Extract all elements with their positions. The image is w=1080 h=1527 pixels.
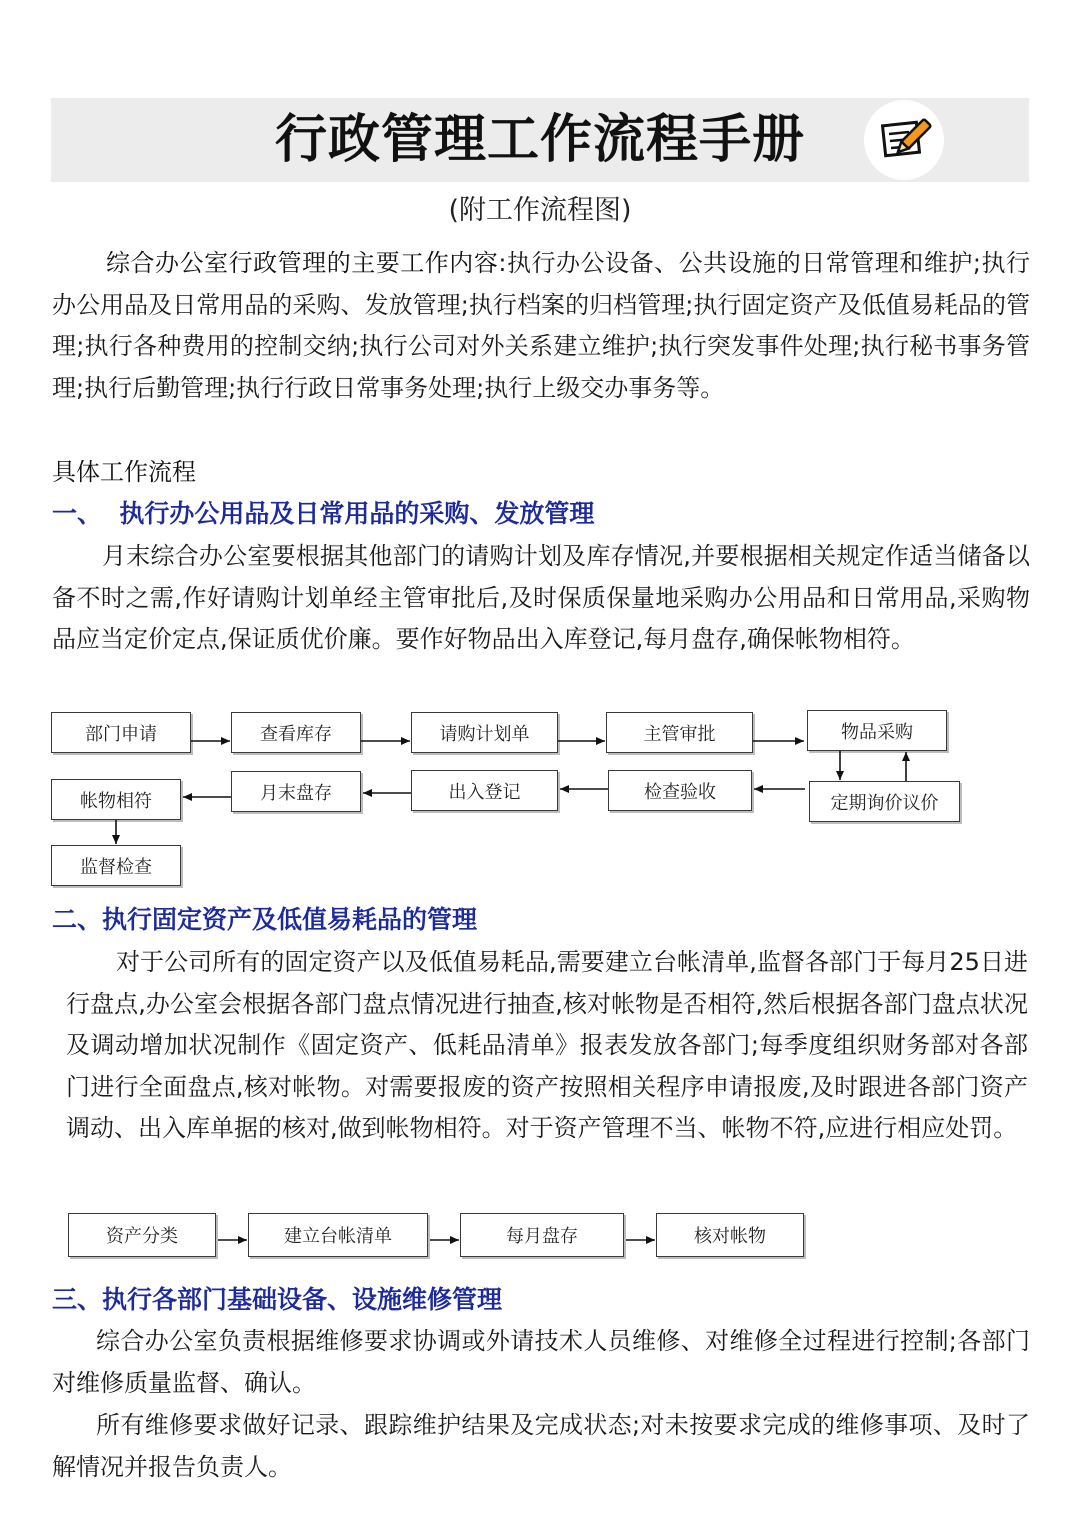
flow-heading: 具体工作流程 <box>52 458 196 486</box>
section-2-paragraph: 对于公司所有的固定资产以及低值易耗品,需要建立台帐清单,监督各部门于每月25日进行盘点,办公室会根据各部门盘点情况进行抽查,核对帐物是否相符,然后根据各部门盘点状况及调动增加状况制作《固定资产、低耗品清单》报表发放各部门;每季度组织财务部对各部门进行全面盘点,核对帐物。对需要报废的资产按照相关程序申请报废,及时跟进各部门资产调动、出入库单据的核对,做到帐物相符。对于资产管理不当、帐物不符,应进行相应处罚。 <box>66 948 1028 1142</box>
section-1-paragraph: 月末综合办公室要根据其他部门的请购计划及库存情况,并要根据相关规定作适当储备以备不时之需,作好请购计划单经主管审批后,及时保质保量地采购办公用品和日常用品,采购物品应当定价定点,保证质优价廉。要作好物品出入库登记,每月盘存,确保帐物相符。 <box>52 542 1030 653</box>
section-3-paragraph-2: 所有维修要求做好记录、跟踪维护结果及完成状态;对未按要求完成的维修事项、及时了解情况并报告负责人。 <box>52 1411 1030 1481</box>
subtitle: (附工作流程图) <box>448 195 632 226</box>
flow-box-inspection: 检查验收 <box>608 770 752 811</box>
flow-box-manager-approval: 主管审批 <box>606 712 753 753</box>
flow-box-check-stock: 查看库存 <box>231 712 361 753</box>
intro-lead: 综合办公室行政管理的主要工作内容 <box>106 249 499 277</box>
section-1-heading: 一、 执行办公用品及日常用品的采购、发放管理 <box>52 499 595 528</box>
flow-box-price-negotiation: 定期询价议价 <box>809 781 960 822</box>
section-3-paragraph-1: 综合办公室负责根据维修要求协调或外请技术人员维修、对维修全过程进行控制;各部门对维修质量监督、确认。 <box>52 1327 1030 1397</box>
flow-box-build-ledger: 建立台帐清单 <box>248 1213 428 1257</box>
flow-box-procurement: 物品采购 <box>807 710 947 751</box>
flow-box-account-match: 帐物相符 <box>51 779 181 820</box>
flow-box-in-out-register: 出入登记 <box>411 770 558 811</box>
flow-box-monthly-stocktake: 每月盘存 <box>460 1213 624 1257</box>
flow-box-supervision: 监督检查 <box>51 845 181 886</box>
flow-box-verify-accounts: 核对帐物 <box>656 1213 804 1257</box>
flow-box-asset-classify: 资产分类 <box>68 1213 216 1257</box>
section-2-heading: 二、执行固定资产及低值易耗品的管理 <box>52 905 478 934</box>
section-3-heading: 三、执行各部门基础设备、设施维修管理 <box>52 1285 503 1314</box>
flow-box-dept-request: 部门申请 <box>51 712 191 753</box>
intro-text: :执行办公设备、公共设施的日常管理和维护;执行办公用品及日常用品的采购、发放管理;执行档案的归档管理;执行固定资产及低值易耗品的管理;执行各种费用的控制交纳;执行公司对外关系建立维护;执行突发事件处理;执行秘书事务管理;执行后勤管理;执行行政日常事务处理;执行上级交办事务等。 <box>52 249 1031 402</box>
flow-box-month-end-stocktake: 月末盘存 <box>231 771 361 812</box>
flow-box-purchase-plan: 请购计划单 <box>411 712 558 753</box>
page-title: 行政管理工作流程手册 <box>274 109 805 170</box>
